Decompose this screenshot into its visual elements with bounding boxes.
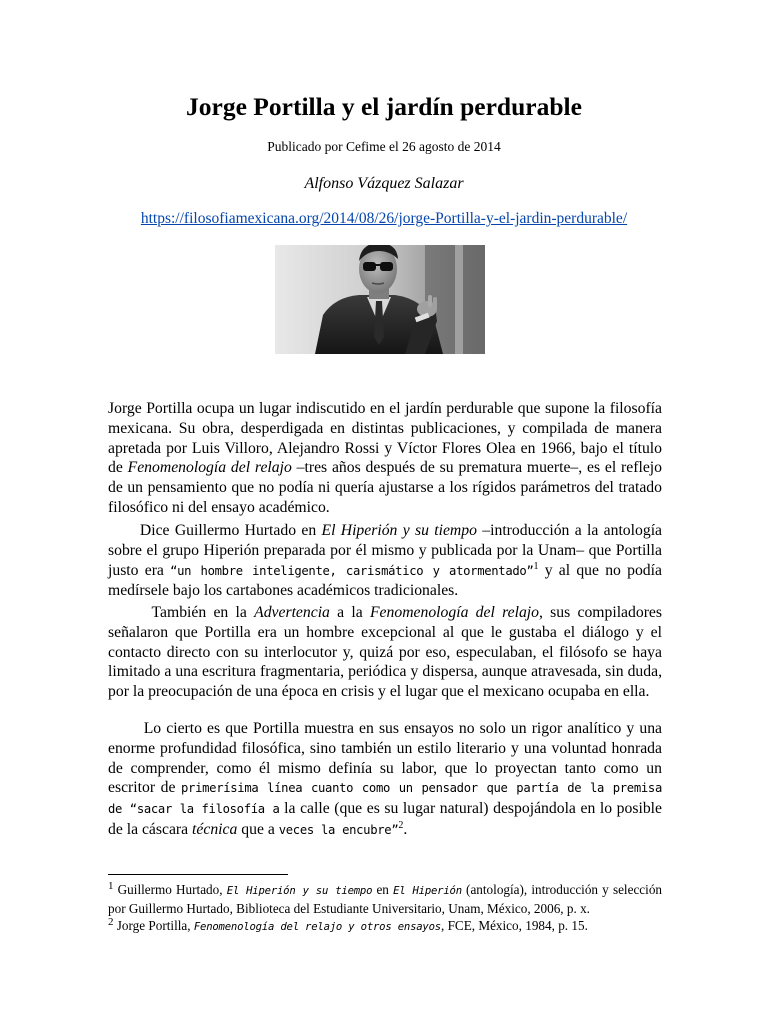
p4-mono-quote-end: veces la encubre”	[278, 822, 399, 837]
paragraph-1	[108, 399, 662, 518]
publication-byline: Publicado por Cefime el 26 agosto de 2014	[267, 139, 501, 154]
footnote-ref-1[interactable]: 1	[533, 560, 539, 572]
p4-text-c: la calle (que es su lugar natural) despojándola en lo posible de la cáscara	[108, 800, 662, 838]
p1-italic-title: Fenomenología del relajo	[127, 459, 292, 477]
source-link[interactable]: https://filosofiamexicana.org/2014/08/26/jorge-Portilla-y-el-jardin-perdurable/	[140, 210, 628, 227]
p4-italic-tecnica: técnica	[192, 820, 238, 838]
fn1-italic-hiperion: El Hiperión	[393, 885, 462, 897]
paragraph-2	[108, 521, 662, 601]
footnote-ref-2[interactable]: 2	[398, 819, 404, 831]
footnote-1-number: 1	[108, 880, 114, 892]
portrait-photo	[275, 245, 485, 354]
p4-mono-b: primerísima línea cuanto como un pensador que partía de la premisa de “sacar la filosofía a	[108, 781, 662, 817]
article-title: Jorge Portilla y el jardín perdurable	[186, 92, 582, 121]
p1-text-c: –tres años después de su prematura muerte–, es el reflejo de un pensamiento que no podía ni quería ajustarse a los rígidos parámetros del tratado filosófico ni del ensayo académico.	[108, 459, 662, 516]
paragraph-4	[108, 719, 662, 841]
fn2-italic-title: Fenomenología del relajo y otros ensayos	[193, 921, 441, 933]
footnote-1	[108, 881, 662, 917]
footnote-2-number: 2	[108, 916, 114, 928]
p2-text-c: –introducción a la antología sobre el grupo Hiperión preparada por él mismo y publicada por la Unam– que Portilla justo era	[108, 522, 663, 579]
p1-text-a: Jorge Portilla ocupa un lugar indiscutido en el jardín perdurable que supone la filosofía mexicana. Su obra, desperdigada en distintas publicaciones, y compilada de manera apretada por Luis Villoro, Alejandro Rossi y Víctor Flores Olea en 1966, bajo el título de	[108, 400, 662, 477]
p2-italic-title: El Hiperión y su tiempo	[321, 522, 477, 539]
p3-text-c: a la	[329, 604, 370, 621]
fn1-text-a: Guillermo Hurtado,	[113, 882, 227, 897]
fn1-italic-title: El Hiperión y su tiempo	[226, 885, 373, 897]
p2-text-a: Dice Guillermo Hurtado en	[139, 522, 322, 539]
p3-italic-title: Fenomenología del relajo	[369, 604, 539, 621]
p2-text-f: y al que no podía medírsele bajo los cartabones académicos tradicionales.	[108, 561, 662, 600]
p3-text-e: , sus compiladores señalaron que Portilla era un hombre excepcional al que le gustaba el diálogo y el contacto directo con su interlocutor y, quizá por eso, especulaban, el filósofo se haya limitado a una escritura fragmentaria, periódica y dispersa, aunque atravesada, sin duda, por la preocupación de una época en crisis y el lugar que el mexicano ocupaba en ella.	[108, 604, 662, 701]
p4-text-h: .	[403, 820, 408, 838]
fn1-text-c: en	[372, 882, 394, 897]
fn2-text-c: , FCE, México, 1984, p. 15.	[440, 918, 588, 933]
p3-text-a: También en la	[151, 604, 255, 621]
footnotes	[108, 881, 662, 936]
footnote-separator	[108, 874, 288, 875]
p4-text-e: que a	[237, 820, 279, 838]
fn2-text-a: Jorge Portilla,	[113, 918, 194, 933]
p4-text-a: Lo cierto es que Portilla muestra en sus ensayos no solo un rigor analítico y una enorme profundidad filosófica, sino también un estilo literario y una voluntad honrada de comprender, como él mismo definía su labor, que lo proyectan tanto como un escritor de	[108, 720, 662, 797]
fn1-text-e: (antología), introducción y selección por Guillermo Hurtado, Biblioteca del Estudiante Universitario, Unam, México, 2006, p. x.	[108, 882, 663, 916]
author-name: Alfonso Vázquez Salazar	[304, 175, 464, 192]
paragraph-3	[108, 603, 662, 702]
p3-italic-advertencia: Advertencia	[254, 604, 330, 621]
source-url	[0, 209, 768, 229]
p2-quote: “un hombre inteligente, carismático y atormentado”	[170, 563, 534, 578]
footnote-2	[108, 917, 662, 936]
